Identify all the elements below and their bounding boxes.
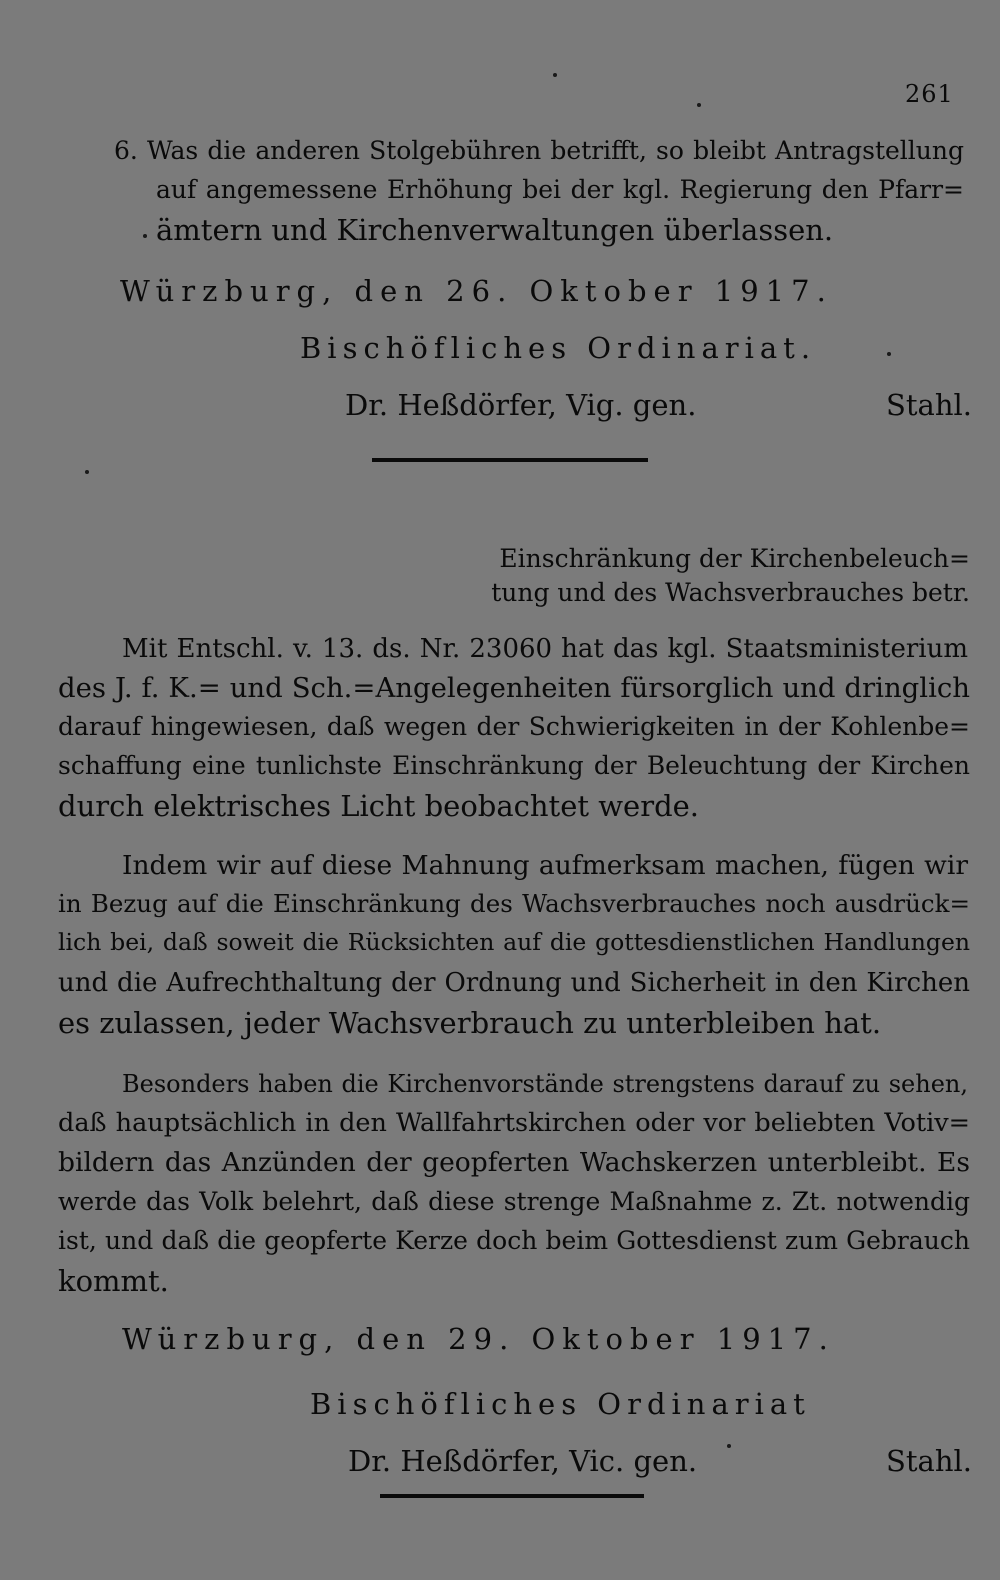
s1-signer-left: Dr. Heßdörfer, Vig. gen. bbox=[345, 388, 697, 422]
p3-line-3: bildern das Anzünden der geopferten Wachskerzen unterbleibt. Es bbox=[58, 1147, 970, 1178]
p2-line-3: lich bei, daß soweit die Rücksichten auf die gottesdienstlichen Handlungen bbox=[58, 928, 970, 956]
s2-title-line-1: Einschränkung der Kirchenbeleuch= bbox=[499, 544, 970, 573]
s2-title-line-2: tung und des Wachsverbrauches betr. bbox=[491, 578, 970, 607]
p1-line-2: des J. f. K.= und Sch.=Angelegenheiten fürsorglich und dringlich bbox=[58, 672, 970, 704]
p2-line-2: in Bezug auf die Einschränkung des Wachsverbrauches noch ausdrück= bbox=[58, 889, 970, 918]
p1-line-5: durch elektrisches Licht beobachtet werde. bbox=[58, 789, 700, 823]
section-divider bbox=[372, 458, 648, 462]
scan-speck bbox=[143, 234, 147, 238]
p1-line-4: schaffung eine tunlichste Einschränkung der Beleuchtung der Kirchen bbox=[58, 751, 970, 780]
s2-place-date: Würzburg, den 29. Oktober 1917. bbox=[122, 1322, 835, 1356]
p1-line-3: darauf hingewiesen, daß wegen der Schwierigkeiten in der Kohlenbe= bbox=[58, 712, 970, 741]
p2-line-4: und die Aufrechthaltung der Ordnung und Sicherheit in den Kirchen bbox=[58, 968, 970, 998]
s1-place-date: Würzburg, den 26. Oktober 1917. bbox=[120, 274, 833, 308]
scan-speck bbox=[697, 103, 701, 107]
p2-line-5: es zulassen, jeder Wachsverbrauch zu unterbleiben hat. bbox=[58, 1006, 882, 1040]
p3-line-1: Besonders haben die Kirchenvorstände strengstens darauf zu sehen, bbox=[122, 1070, 968, 1098]
s1-line-3: ämtern und Kirchenverwaltungen überlassen. bbox=[156, 213, 834, 247]
p3-line-6: kommt. bbox=[58, 1264, 169, 1298]
s2-signer-left: Dr. Heßdörfer, Vic. gen. bbox=[348, 1444, 698, 1478]
p1-line-1: Mit Entschl. v. 13. ds. Nr. 23060 hat das kgl. Staatsministerium bbox=[122, 634, 968, 664]
p3-line-2: daß hauptsächlich in den Wallfahrtskirchen oder vor beliebten Votiv= bbox=[58, 1108, 970, 1138]
scan-speck bbox=[727, 1444, 731, 1448]
scan-speck bbox=[887, 352, 891, 356]
p2-line-1: Indem wir auf diese Mahnung aufmerksam machen, fügen wir bbox=[122, 850, 968, 881]
s1-line-1: 6. Was die anderen Stolgebühren betrifft, so bleibt Antragstellung bbox=[114, 136, 964, 165]
s2-office: Bischöfliches Ordinariat bbox=[310, 1387, 811, 1421]
scan-speck bbox=[553, 73, 557, 77]
s1-office: Bischöfliches Ordinariat. bbox=[300, 331, 817, 365]
s2-signer-right: Stahl. bbox=[886, 1444, 972, 1478]
scan-speck bbox=[85, 470, 89, 474]
bottom-divider bbox=[380, 1494, 644, 1498]
p3-line-4: werde das Volk belehrt, daß diese strenge Maßnahme z. Zt. notwendig bbox=[58, 1187, 970, 1216]
s1-line-2: auf angemessene Erhöhung bei der kgl. Regierung den Pfarr= bbox=[156, 175, 964, 204]
s1-signer-right: Stahl. bbox=[886, 388, 972, 422]
page-number: 261 bbox=[905, 80, 954, 108]
p3-line-5: ist, und daß die geopferte Kerze doch beim Gottesdienst zum Gebrauch bbox=[58, 1226, 970, 1255]
